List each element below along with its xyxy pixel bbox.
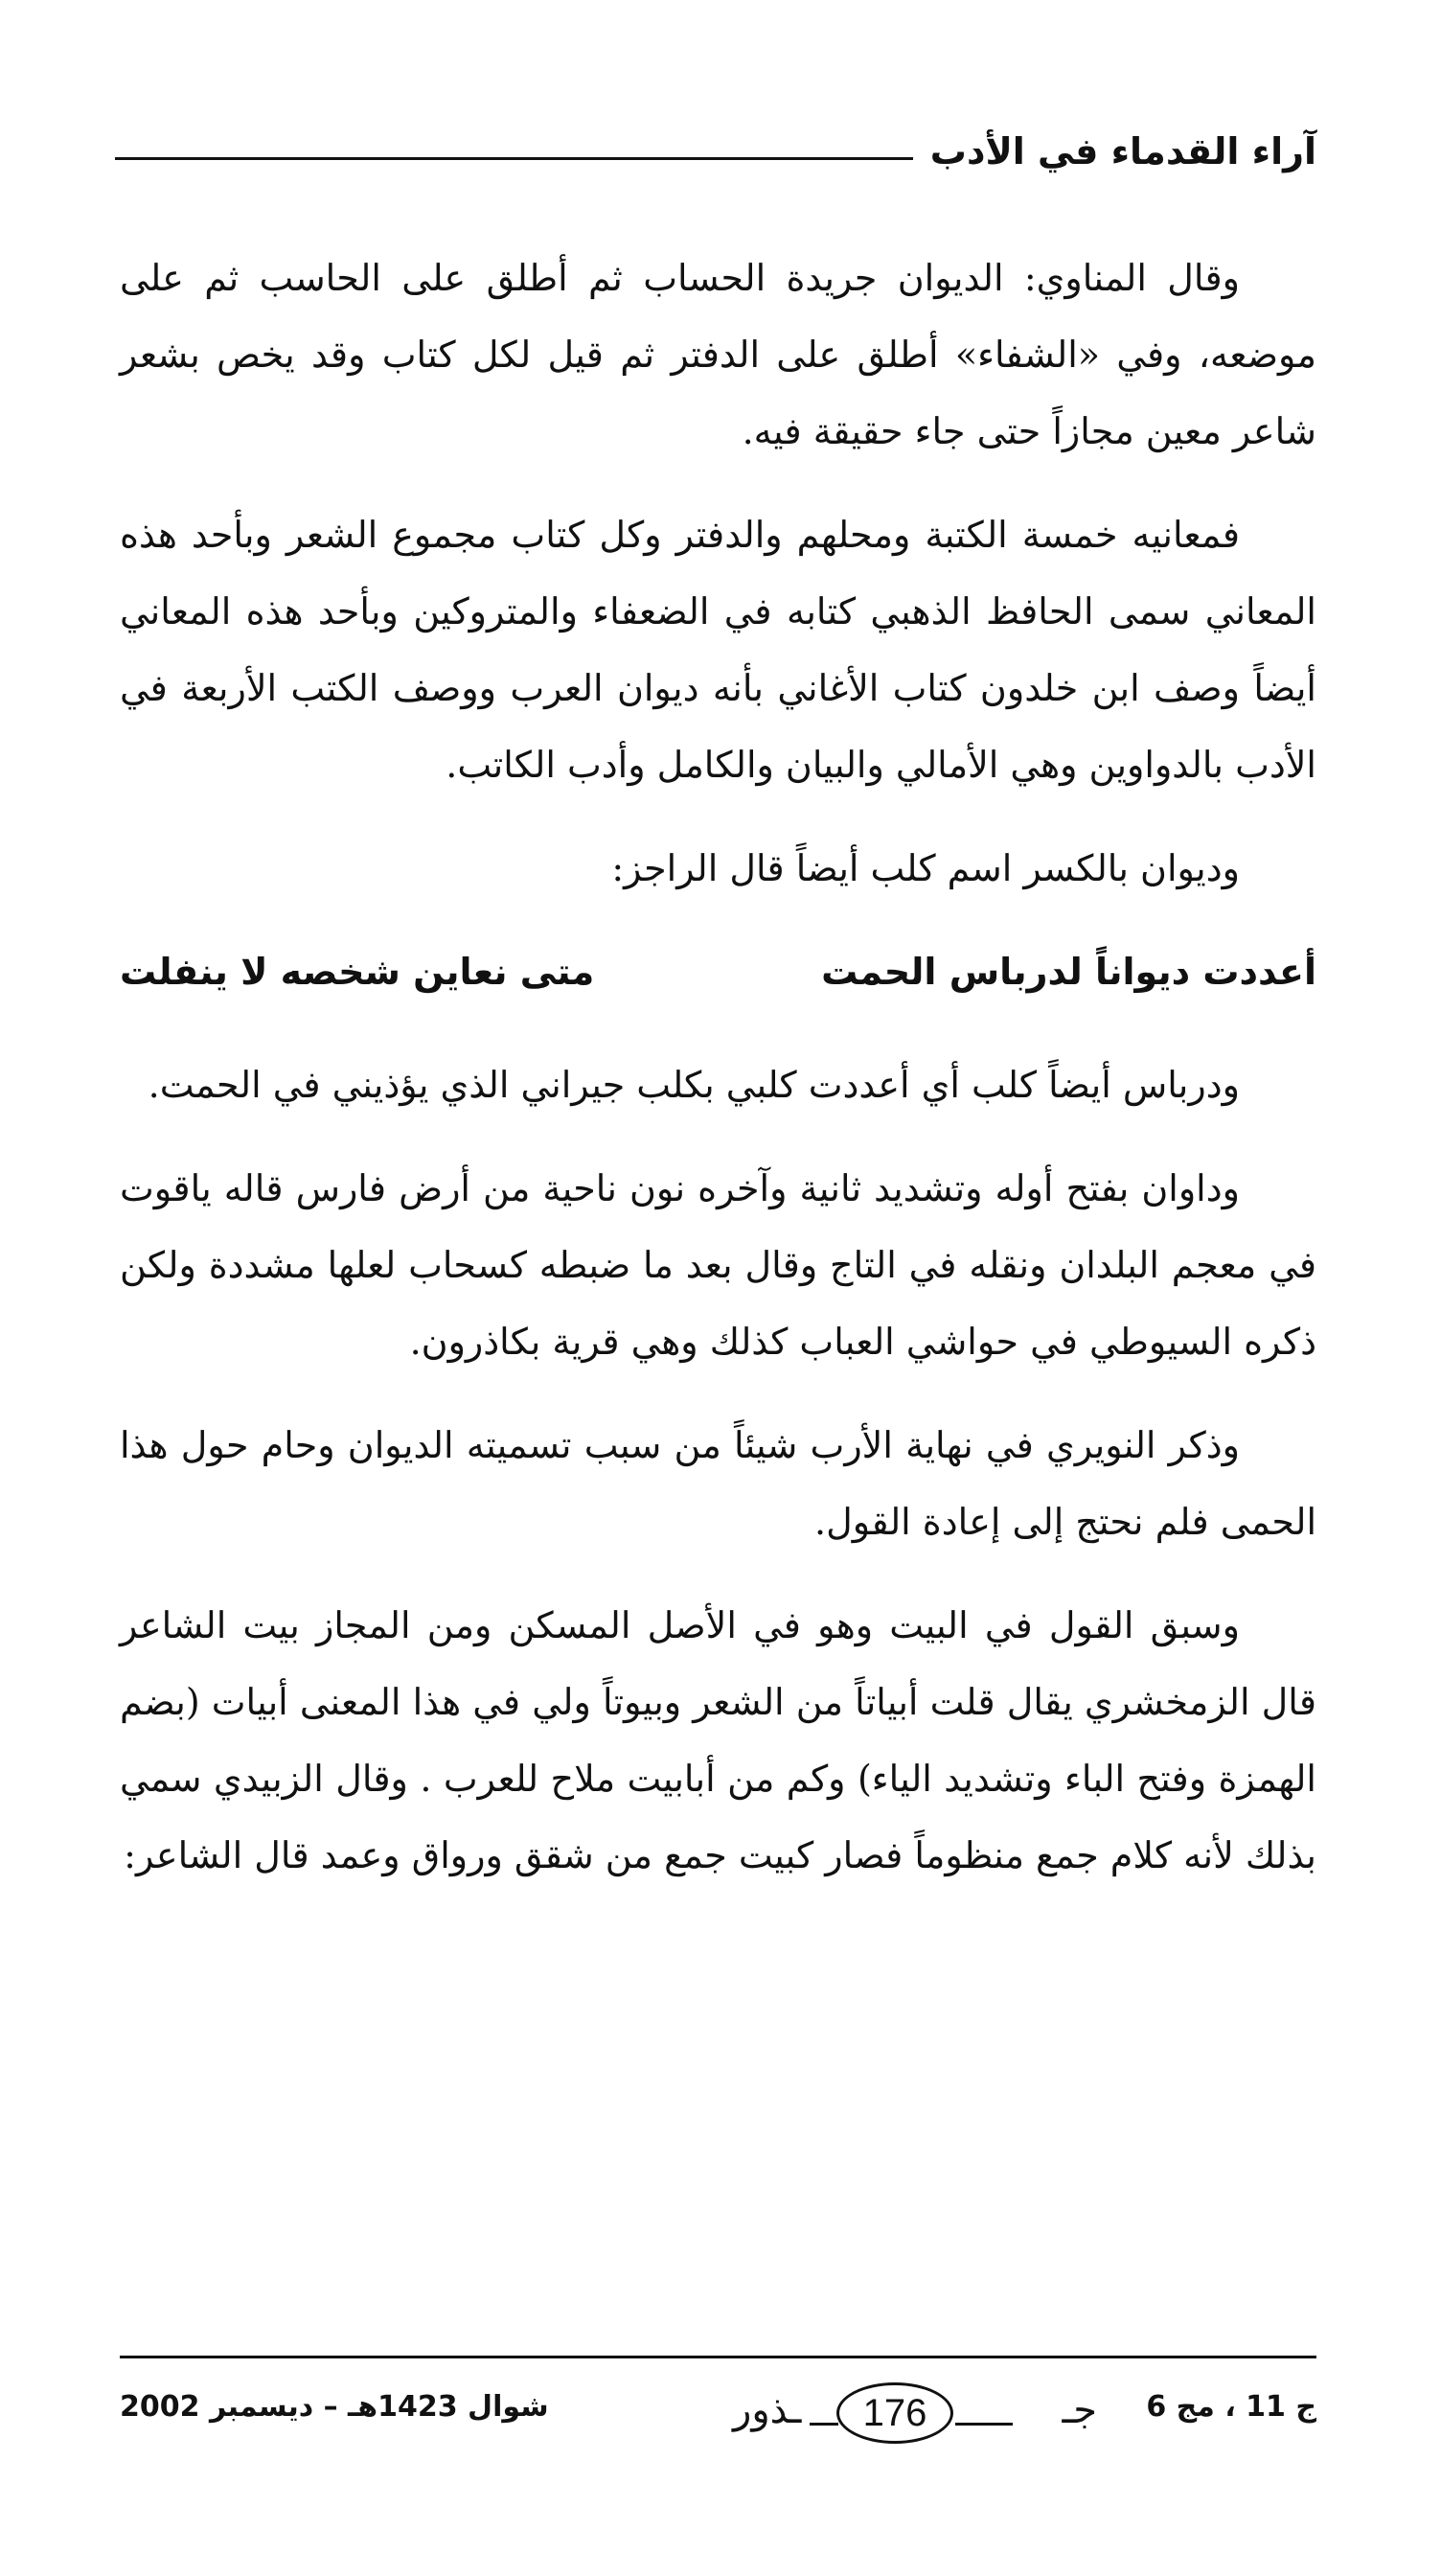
- journal-connector-right: [955, 2423, 1013, 2426]
- paragraph-2: فمعانيه خمسة الكتبة ومحلهم والدفتر وكل كتاب مجموع الشعر وبأحد هذه المعاني سمى الحافظ الذهبي كتابه في الضعفاء والمتروكين وبأحد هذه المعاني أيضاً وصف ابن خلدون كتاب الأغاني بأنه ديوان العرب ووصف الكتب الأربعة في الأدب بالدواوين وهي الأمالي والبيان والكامل وأدب الكاتب.: [120, 514, 1316, 786]
- header-rule: [115, 157, 913, 160]
- verse-second-hemistich: متى نعاين شخصه لا ينفلت: [120, 951, 595, 993]
- paragraph-7: وسبق القول في البيت وهو في الأصل المسكن ومن المجاز بيت الشاعر قال الزمخشري يقال قلت أبياتاً من الشعر وبيوتاً ولي في هذا المعنى أبيات (بضم الهمزة وفتح الباء وتشديد الياء) وكم من أبابيت ملاح للعرب . وقال الزبيدي سمي بذلك لأنه كلام جمع منظوماً فصار كبيت جمع من شقق ورواق وعمد قال الشاعر:: [120, 1604, 1316, 1876]
- paragraph-5: وداوان بفتح أوله وتشديد ثانية وآخره نون ناحية من أرض فارس قاله ياقوت في معجم البلدان ونقله في التاج وقال بعد ما ضبطه كسحاب لعلها مشددة ولكن ذكره السيوطي في حواشي العباب كذلك وهي قرية بكاذرون.: [120, 1167, 1316, 1363]
- poetry-verse: [120, 933, 1316, 1010]
- paragraph-4: ودرباس أيضاً كلب أي أعددت كلبي بكلب جيراني الذي يؤذيني في الحمت.: [148, 1064, 1240, 1106]
- verse-first-hemistich: أعددت ديواناً لدرباس الحمت: [821, 951, 1316, 993]
- issue-date: شوال 1423هـ – ديسمبر 2002: [120, 2390, 549, 2424]
- journal-name-part1: جـ: [1062, 2388, 1097, 2432]
- page-footer: [120, 2375, 1316, 2451]
- footer-rule: [120, 2356, 1316, 2358]
- paragraph-3: وديوان بالكسر اسم كلب أيضاً قال الراجز:: [611, 847, 1240, 889]
- page-number: 176: [862, 2391, 927, 2434]
- running-header: [115, 123, 1316, 180]
- paragraph-6: وذكر النويري في نهاية الأرب شيئاً من سبب تسميته الديوان وحام حول هذا الحمى فلم نحتج إلى إعادة القول.: [120, 1424, 1316, 1543]
- body-text: [120, 240, 1316, 1894]
- page-number-oval: [836, 2382, 953, 2444]
- paragraph-1: وقال المناوي: الديوان جريدة الحساب ثم أطلق على الحاسب ثم على موضعه، وفي «الشفاء» أطلق على الدفتر ثم قيل لكل كتاب وقد يخص بشعر شاعر معين مجازاً حتى جاء حقيقة فيه.: [120, 257, 1316, 452]
- journal-connector-left: [810, 2423, 838, 2426]
- running-title: آراء القدماء في الأدب: [929, 130, 1316, 172]
- journal-name-part2: ـذور: [733, 2388, 802, 2432]
- journal-mark: [733, 2375, 1097, 2451]
- issue-volume: ج 11 ، مج 6: [1146, 2390, 1316, 2424]
